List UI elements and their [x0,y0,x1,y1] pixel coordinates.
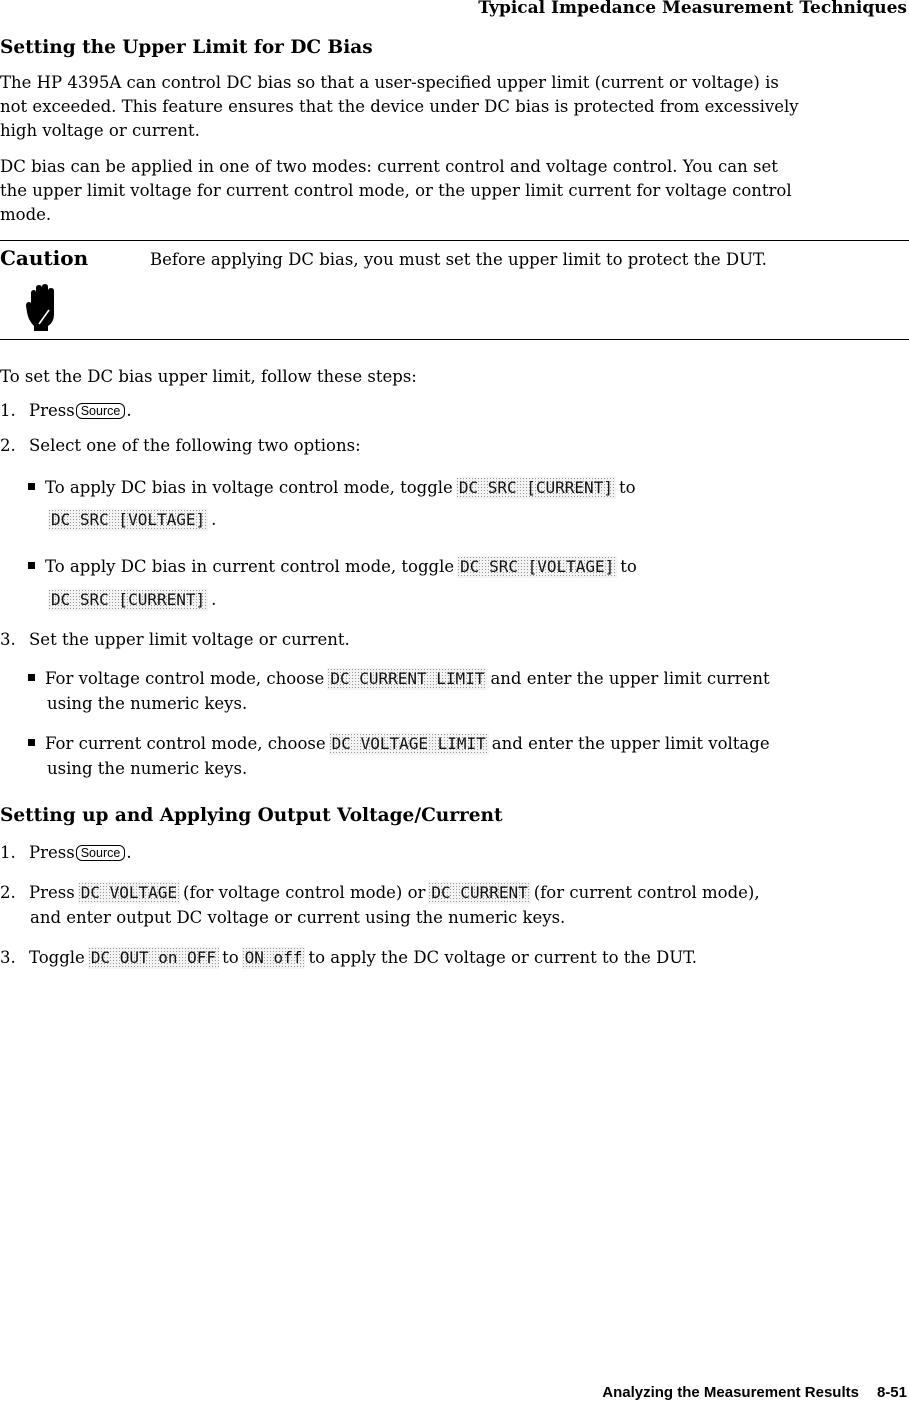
bullet-voltage-limit [28,667,770,691]
dc-src-voltage-softkey[interactable]: DC SRC [VOLTAGE] [457,556,617,578]
bullet-voltage-toggle [28,476,636,500]
bullet-voltage-limit-cont: using the numeric keys. [47,694,248,713]
steps-intro: To set the DC bias upper limit, follow these steps: [0,367,417,386]
step-text: to apply the DC voltage or current to the DUT. [308,948,698,967]
bullet-icon [28,674,35,681]
bullet-current-limit [28,732,770,756]
step-1 [0,841,132,865]
step-text: Toggle [29,948,85,967]
dc-src-voltage-softkey[interactable]: DC SRC [VOLTAGE] [48,509,208,531]
section-heading-output: Setting up and Applying Output Voltage/Current [0,805,503,826]
intro-paragraph [0,71,906,143]
step-text: Press [29,843,75,862]
step-number: 1. [0,843,16,862]
step-number: 2. [0,883,16,902]
step-text: Press [29,401,75,420]
step-text: Set the upper limit voltage or current. [29,630,350,649]
source-key[interactable]: Source [76,403,126,419]
bullet-icon [28,739,35,746]
bullet-punct: . [211,590,217,609]
dc-src-current-softkey[interactable]: DC SRC [CURRENT] [48,589,208,611]
step-number: 3. [0,948,16,967]
bullet-text: For voltage control mode, choose [45,669,325,688]
bullet-voltage-toggle-cont [45,508,216,532]
caution-label: Caution [0,246,89,270]
bullet-punct: . [211,510,217,529]
step-number: 3. [0,630,16,649]
paragraph-line: the upper limit voltage for current control mode, or the upper limit current for voltage control [0,181,792,200]
step-3 [0,628,350,652]
bullet-text: To apply DC bias in current control mode, toggle [45,557,455,576]
caution-top-rule [0,240,909,241]
hand-stop-icon [26,284,56,332]
bullet-text: and enter the upper limit voltage [491,734,770,753]
bullet-icon [28,562,35,569]
bullet-text: For current control mode, choose [45,734,326,753]
running-head: Typical Impedance Measurement Techniques [478,0,907,18]
caution-bottom-rule [0,339,909,340]
paragraph-line: high voltage or current. [0,121,200,140]
bullet-icon [28,483,35,490]
step-text: (for voltage control mode) or [183,883,426,902]
caution-text: Before applying DC bias, you must set the upper limit to protect the DUT. [150,250,767,269]
step-number: 2. [0,436,16,455]
step-2 [0,434,361,458]
dc-src-current-softkey[interactable]: DC SRC [CURRENT] [456,477,616,499]
step-2 [0,881,760,905]
step-2-cont: and enter output DC voltage or current using the numeric keys. [30,908,566,927]
paragraph-line: The HP 4395A can control DC bias so that a user-specified upper limit (current or voltage) is [0,73,779,92]
bullet-text: to [620,557,637,576]
page-footer [602,1381,907,1405]
step-text: (for current control mode), [533,883,760,902]
dc-voltage-softkey[interactable]: DC VOLTAGE [78,882,180,904]
paragraph-line: not exceeded. This feature ensures that the device under DC bias is protected from excessively [0,97,799,116]
dc-current-softkey[interactable]: DC CURRENT [428,882,530,904]
on-off-softkey[interactable]: ON off [242,947,306,969]
footer-chapter: Analyzing the Measurement Results [602,1384,859,1401]
step-number: 1. [0,401,16,420]
paragraph-line: DC bias can be applied in one of two modes: current control and voltage control. You can set [0,157,778,176]
step-text: Select one of the following two options: [29,436,361,455]
bullet-text: To apply DC bias in voltage control mode, toggle [45,478,453,497]
source-key[interactable]: Source [76,845,126,861]
page-number: 8-51 [876,1384,907,1401]
step-3 [0,946,697,970]
step-text: Press [29,883,75,902]
paragraph-line: mode. [0,205,52,224]
bullet-current-toggle [28,555,637,579]
step-punct: . [126,843,132,862]
bullet-text: and enter the upper limit current [490,669,770,688]
dc-voltage-limit-softkey[interactable]: DC VOLTAGE LIMIT [329,733,489,755]
bullet-current-limit-cont: using the numeric keys. [47,759,248,778]
bullet-current-toggle-cont [45,588,216,612]
section-heading-upper-limit: Setting the Upper Limit for DC Bias [0,37,373,58]
dc-current-limit-softkey[interactable]: DC CURRENT LIMIT [327,668,487,690]
dc-out-on-off-softkey[interactable]: DC OUT on OFF [88,947,219,969]
step-punct: . [126,401,132,420]
step-1 [0,399,132,423]
step-text: to [222,948,239,967]
modes-paragraph [0,155,906,227]
bullet-text: to [618,478,636,497]
